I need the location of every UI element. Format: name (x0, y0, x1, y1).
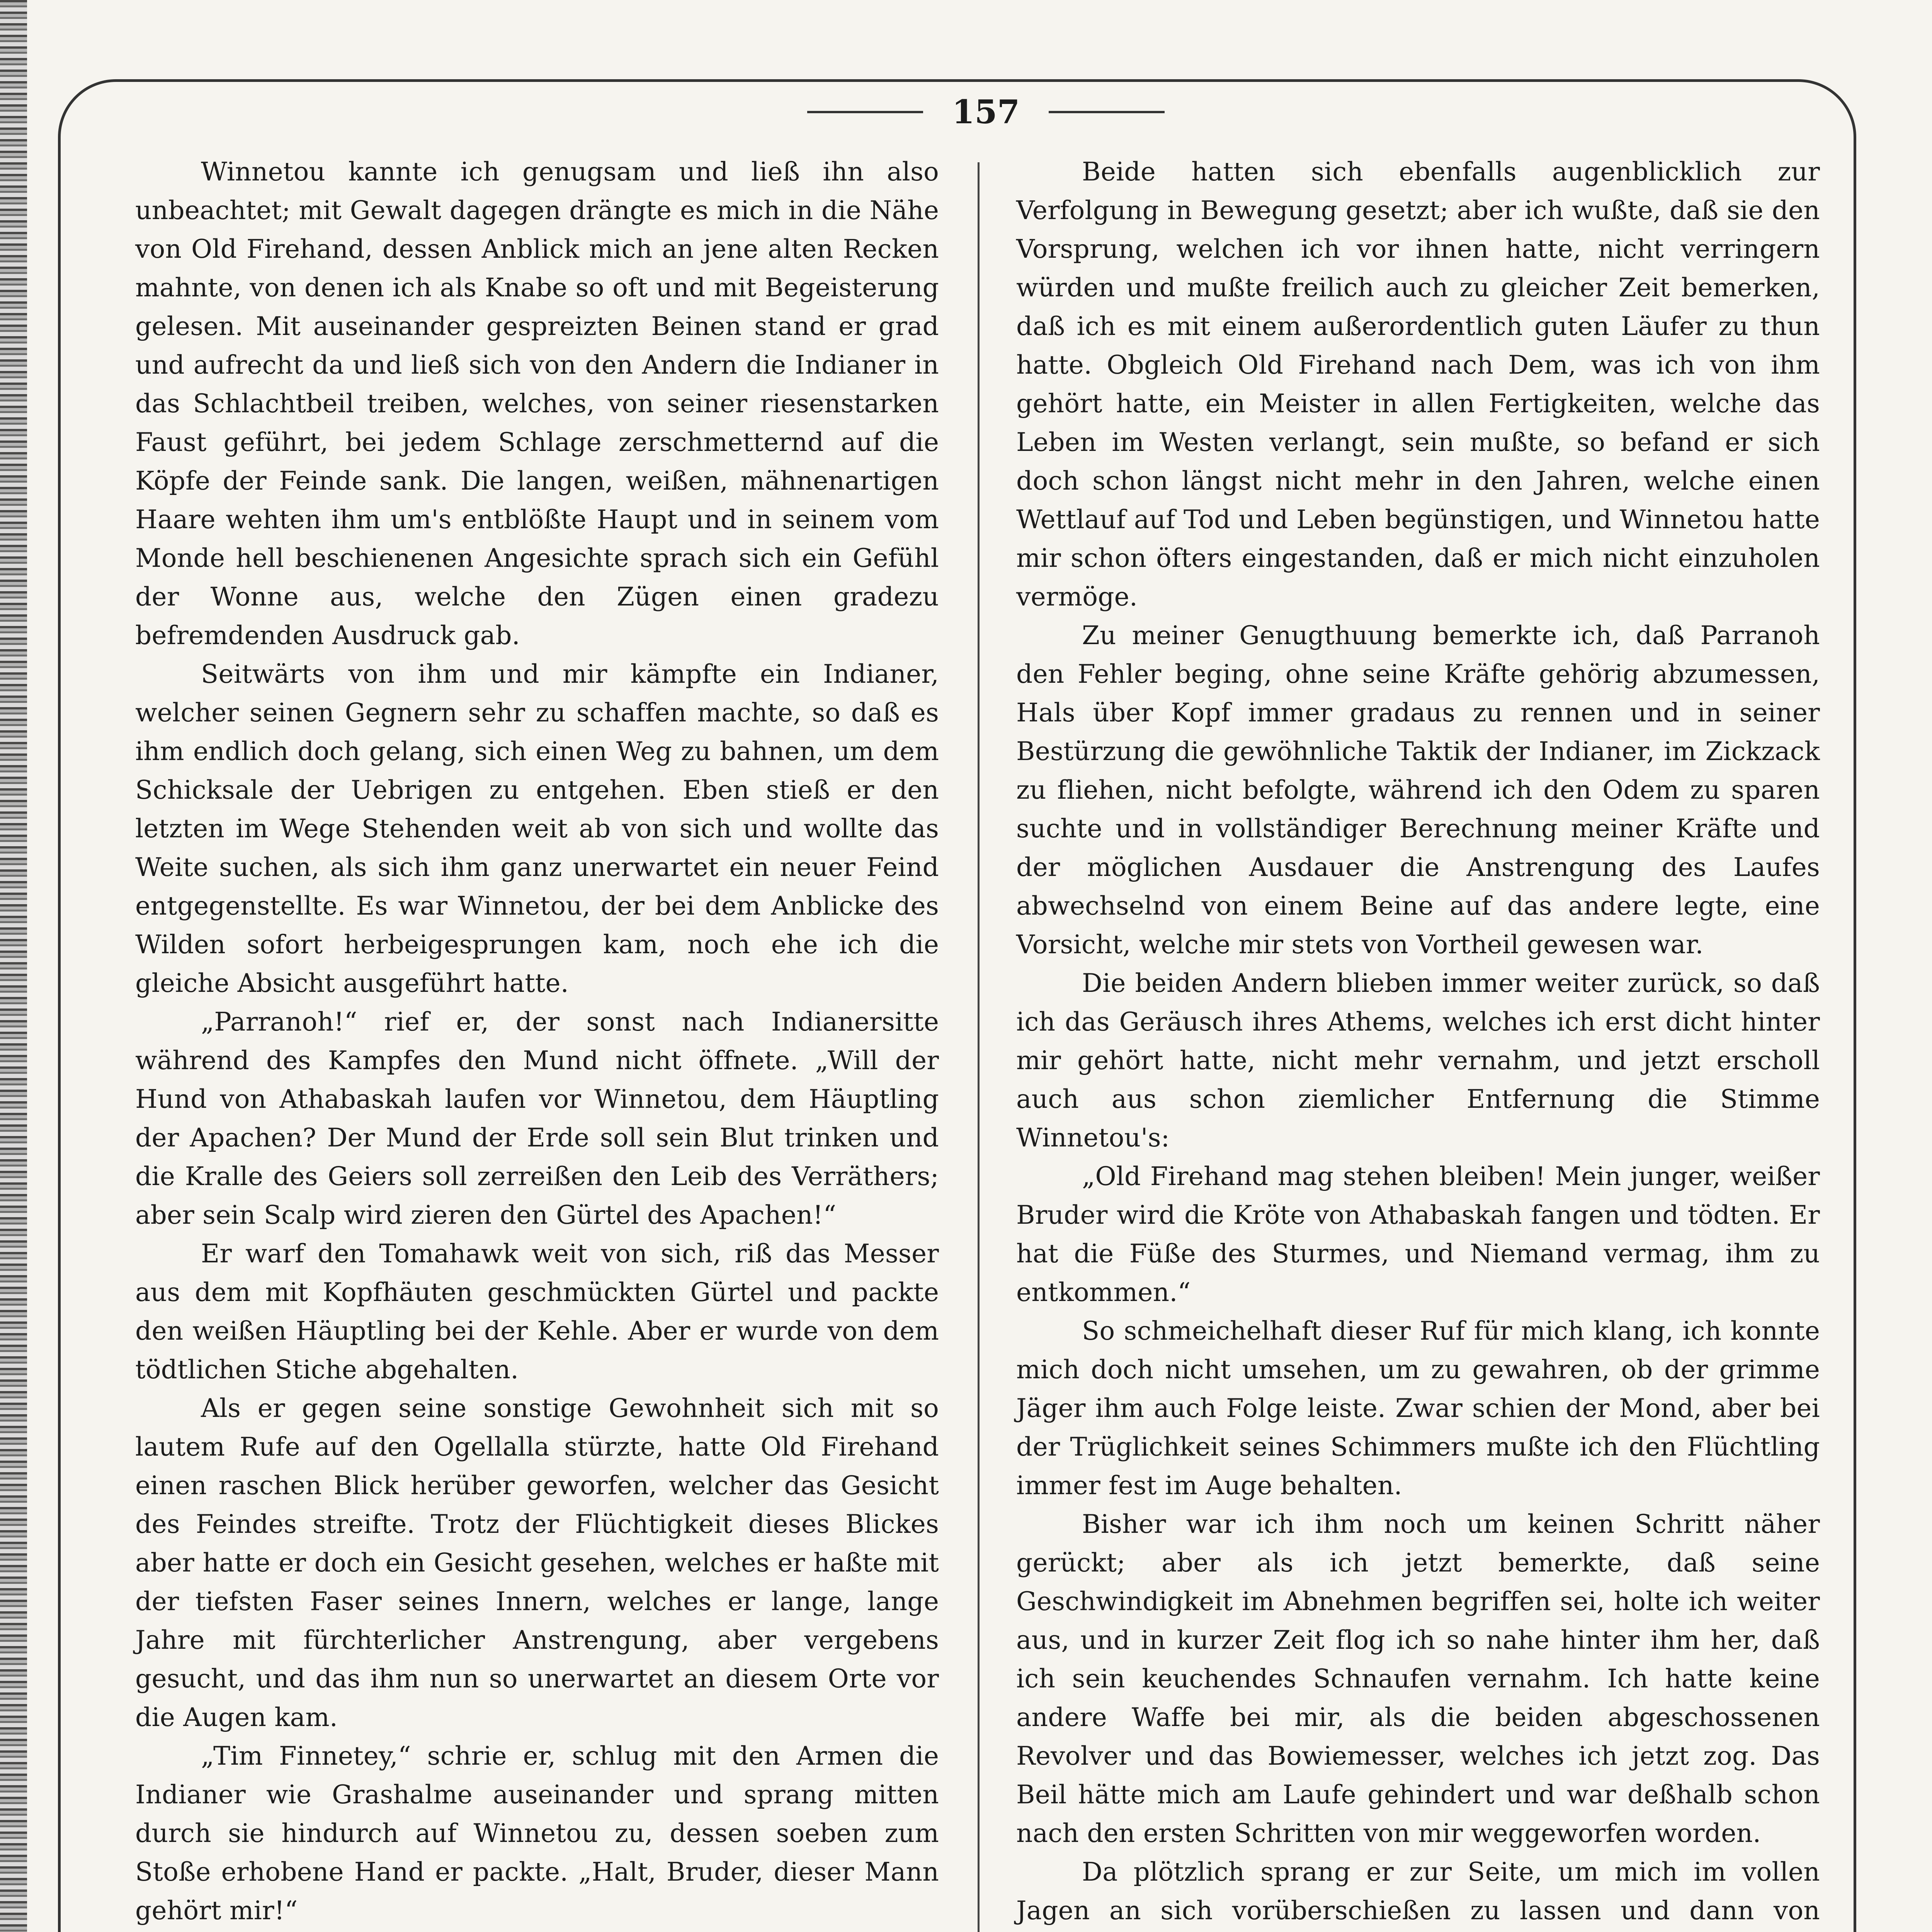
column-divider (978, 162, 980, 1932)
header-rule-right (1049, 111, 1165, 113)
paragraph: Da plötzlich sprang er zur Seite, um mich im vollen Jagen an sich vorüberschießen zu lassen und dann von (1016, 1857, 1820, 1925)
paragraph (135, 1930, 939, 1932)
paragraph: Die beiden Andern blieben immer weiter zurück, so daß ich das Geräusch ihres Athems, welches ich erst dicht hinter mir gehört hatte, nicht mehr vernahm, und jetzt erscholl auch aus schon ziemlicher Entfernung die Stimme Winnetou's: (1016, 968, 1820, 1153)
paragraph: Seitwärts von ihm und mir kämpfte ein Indianer, welcher seinen Gegnern sehr zu schaffen machte, so daß es ihm endlich doch gelang, sich einen Weg zu bahnen, um dem Schicksale der Uebrigen zu entgehen. Eben stieß er den letzten im Wege Stehenden weit ab von sich und wollte das Weite suchen, als sich ihm ganz unerwartet ein neuer Feind entgegenstellte. Es war Winnetou, der bei dem Anblicke des Wilden sofort herbeigesprungen kam, noch ehe ich die gleiche Absicht ausgeführt hatte. (135, 659, 939, 998)
paragraph: Bisher war ich ihm noch um keinen Schritt näher gerückt; aber als ich jetzt bemerkte, daß seine Geschwindigkeit im Abnehmen begriffen sei, holte ich weiter aus, und in kurzer Zeit flog ich so nahe hinter ihm her, daß ich sein keuchendes Schnaufen vernahm. Ich hatte keine andere Waffe bei mir, als die beiden abgeschossenen Revolver und das Bowiemesser, welches ich jetzt zog. Das Beil hätte mich am Laufe gehindert und war deßhalb schon nach den ersten Schritten von mir weggeworfen worden. (1016, 1509, 1820, 1848)
paragraph: Er warf den Tomahawk weit von sich, riß das Messer aus dem mit Kopfhäuten geschmückten Gürtel und packte den weißen Häuptling bei der Kehle. Aber er wurde von dem tödtlichen Stiche abgehalten. (135, 1239, 939, 1384)
paragraph: „Tim Finnetey,“ schrie er, schlug mit den Armen die Indianer wie Grashalme auseinander und sprang mitten durch sie hindurch auf Winnetou zu, dessen soeben zum Stoße erhobene Hand er packte. „Halt, Bruder, dieser Mann gehört mir!“ (135, 1741, 939, 1925)
paragraph: Als er gegen seine sonstige Gewohnheit sich mit so lautem Rufe auf den Ogellalla stürzte, hatte Old Firehand einen raschen Blick herüber geworfen, welcher das Gesicht des Feindes streifte. Trotz der Flüchtigkeit dieses Blickes aber hatte er doch ein Gesicht gesehen, welches er haßte mit der tiefsten Faser seines Innern, welches er lange, lange Jahre mit fürchterlicher Anstrengung, aber vergebens gesucht, und das ihm nun so unerwartet an diesem Orte vor die Augen kam. (135, 1393, 939, 1732)
paragraph: Beide hatten sich ebenfalls augenblicklich zur Verfolgung in Bewegung gesetzt; aber ich wußte, daß sie den Vorsprung, welchen ich vor ihnen hatte, nicht verringern würden und mußte freilich auch zu gleicher Zeit bemerken, daß ich es mit einem außerordentlich guten Läufer zu thun hatte. Obgleich Old Firehand nach Dem, was ich von ihm gehört hatte, ein Meister in allen Fertigkeiten, welche das Leben im Westen verlangt, sein mußte, so befand er sich doch schon längst nicht mehr in den Jahren, welche einen Wettlauf auf Tod und Leben begünstigen, und Winnetou hatte mir schon öfters eingestanden, daß er mich nicht einzuholen vermöge. (1016, 157, 1820, 612)
binding-edge (0, 0, 27, 1932)
paragraph: „Parranoh!“ rief er, der sonst nach Indianersitte während des Kampfes den Mund nicht öffnete. „Will der Hund von Athabaskah laufen vor Winnetou, dem Häuptling der Apachen? Der Mund der Erde soll sein Blut trinken und die Kralle des Geiers soll zerreißen den Leib des Verräthers; aber sein Scalp wird zieren den Gürtel des Apachen!“ (135, 1007, 939, 1230)
right-column (1016, 153, 1820, 1932)
paragraph: Zu meiner Genugthuung bemerkte ich, daß Parranoh den Fehler beging, ohne seine Kräfte gehörig abzumessen, Hals über Kopf immer gradaus zu rennen und in seiner Bestürzung die gewöhnliche Taktik der Indianer, im Zickzack zu fliehen, nicht befolgte, während ich den Odem zu sparen suchte und in vollständiger Berechnung meiner Kräfte und der möglichen Ausdauer die Anstrengung des Laufes abwechselnd von einem Beine auf das andere legte, eine Vorsicht, welche mir stets von Vortheil gewesen war. (1016, 621, 1820, 959)
paragraph: Winnetou kannte ich genugsam und ließ ihn also unbeachtet; mit Gewalt dagegen drängte es mich in die Nähe von Old Firehand, dessen Anblick mich an jene alten Recken mahnte, von denen ich als Knabe so oft und mit Begeisterung gelesen. Mit auseinander gespreizten Beinen stand er grad und aufrecht da und ließ sich von den Andern die Indianer in das Schlachtbeil treiben, welches, von seiner riesenstarken Faust geführt, bei jedem Schlage zerschmetternd auf die Köpfe der Feinde sank. Die langen, weißen, mähnenartigen Haare wehten ihm um's entblößte Haupt und in seinem vom Monde hell beschienenen Angesichte sprach sich ein Gefühl der Wonne aus, welche den Zügen einen gradezu befremdenden Ausdruck gab. (135, 157, 939, 650)
page-number: 157 (952, 93, 1020, 131)
paragraph: So schmeichelhaft dieser Ruf für mich klang, ich konnte mich doch nicht umsehen, um zu gewahren, ob der grimme Jäger ihm auch Folge leiste. Zwar schien der Mond, aber bei der Trüglichkeit seines Schimmers mußte ich den Flüchtling immer fest im Auge behalten. (1016, 1316, 1820, 1500)
page-header (0, 93, 1932, 151)
header-rule-left (807, 111, 923, 113)
left-column (135, 153, 939, 1932)
paragraph: „Old Firehand mag stehen bleiben! Mein junger, weißer Bruder wird die Kröte von Athabaskah fangen und tödten. Er hat die Füße des Sturmes, und Niemand vermag, ihm zu entkommen.“ (1016, 1162, 1820, 1307)
